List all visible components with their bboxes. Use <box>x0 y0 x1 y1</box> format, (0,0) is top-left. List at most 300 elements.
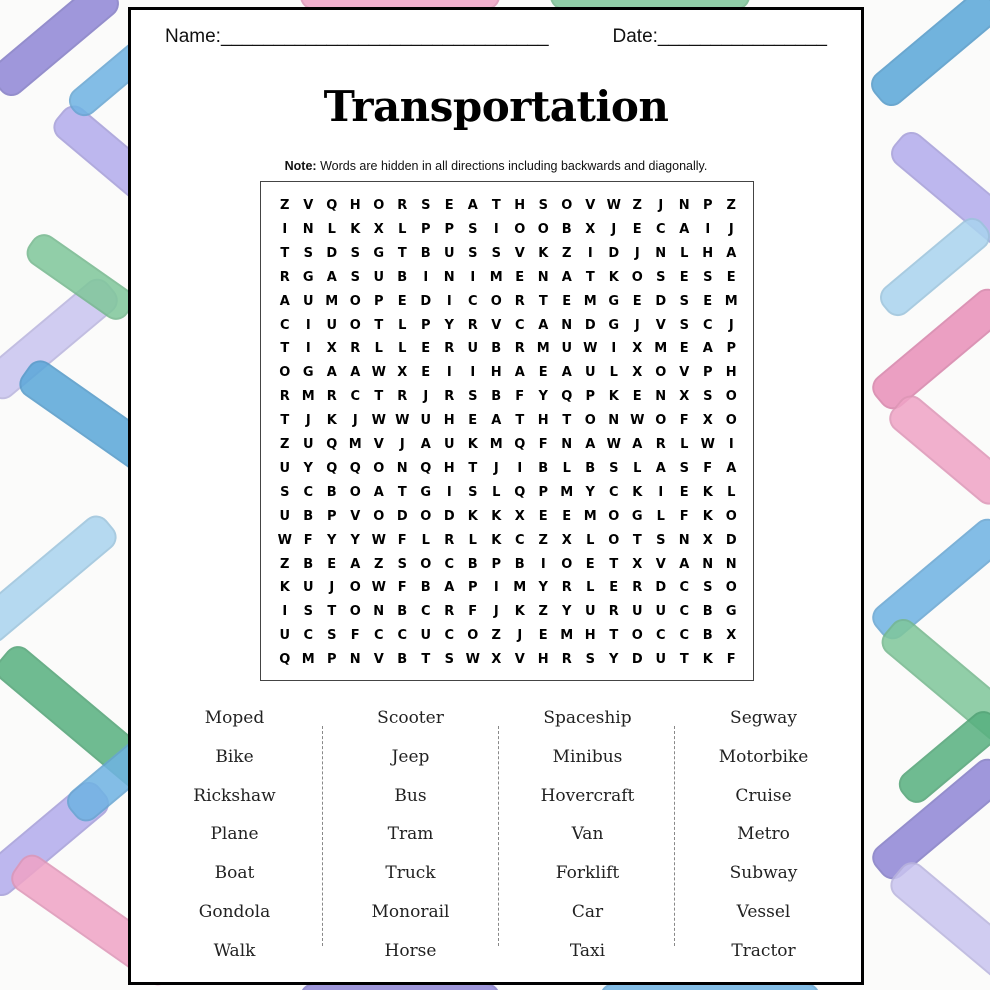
grid-letter[interactable]: Y <box>303 460 313 476</box>
grid-letter[interactable]: I <box>611 341 617 357</box>
grid-letter[interactable]: X <box>491 652 502 668</box>
grid-letter[interactable]: T <box>515 413 525 429</box>
grid-letter[interactable]: I <box>470 365 476 381</box>
grid-letter[interactable]: U <box>302 293 314 309</box>
grid-letter[interactable]: E <box>327 556 337 572</box>
grid-letter[interactable]: O <box>279 365 291 381</box>
grid-letter[interactable]: O <box>349 317 361 333</box>
grid-letter[interactable]: H <box>584 628 596 644</box>
grid-letter[interactable]: U <box>373 269 385 285</box>
grid-letter[interactable]: T <box>280 413 290 429</box>
grid-letter[interactable]: M <box>301 389 315 405</box>
grid-letter[interactable]: E <box>538 365 548 381</box>
grid-letter[interactable]: I <box>517 460 523 476</box>
grid-letter[interactable]: U <box>302 580 314 596</box>
grid-letter[interactable]: W <box>371 413 386 429</box>
grid-letter[interactable]: A <box>561 365 572 381</box>
grid-letter[interactable]: R <box>655 437 666 452</box>
grid-letter[interactable]: Q <box>279 652 291 668</box>
grid-letter[interactable]: F <box>703 460 713 476</box>
grid-letter[interactable]: A <box>585 437 596 452</box>
grid-letter[interactable]: T <box>421 652 431 668</box>
grid-letter[interactable]: S <box>585 652 595 668</box>
grid-letter[interactable]: C <box>397 628 408 644</box>
grid-letter[interactable]: K <box>350 221 361 237</box>
grid-letter[interactable]: U <box>584 604 596 620</box>
grid-letter[interactable]: T <box>585 269 595 285</box>
grid-letter[interactable]: F <box>397 580 407 596</box>
grid-letter[interactable]: Z <box>280 437 290 452</box>
grid-letter[interactable]: E <box>468 413 478 429</box>
grid-letter[interactable]: A <box>679 221 690 237</box>
grid-letter[interactable]: S <box>280 484 290 500</box>
grid-letter[interactable]: S <box>703 389 713 405</box>
grid-letter[interactable]: B <box>538 460 549 476</box>
grid-letter[interactable]: D <box>326 245 338 261</box>
grid-letter[interactable]: G <box>373 245 385 261</box>
grid-letter[interactable]: I <box>540 556 546 572</box>
grid-letter[interactable]: N <box>655 245 667 261</box>
grid-letter[interactable]: F <box>397 532 407 548</box>
grid-letter[interactable]: P <box>326 508 337 524</box>
grid-letter[interactable]: Y <box>350 532 360 548</box>
grid-letter[interactable]: U <box>279 628 291 644</box>
grid-letter[interactable]: T <box>397 245 407 261</box>
grid-letter[interactable]: A <box>326 365 337 381</box>
grid-letter[interactable]: U <box>420 628 432 644</box>
grid-letter[interactable]: O <box>349 293 361 309</box>
grid-letter[interactable]: N <box>537 269 549 285</box>
grid-letter[interactable]: G <box>302 365 314 381</box>
grid-letter[interactable]: A <box>444 580 455 596</box>
grid-letter[interactable]: Z <box>538 532 548 548</box>
grid-letter[interactable]: T <box>491 198 501 213</box>
grid-letter[interactable]: J <box>611 221 617 237</box>
grid-letter[interactable]: C <box>514 317 525 333</box>
grid-letter[interactable]: F <box>726 652 736 668</box>
grid-letter[interactable]: Q <box>514 437 526 452</box>
grid-letter[interactable]: D <box>631 652 643 668</box>
grid-letter[interactable]: A <box>467 198 478 213</box>
grid-letter[interactable]: B <box>467 556 478 572</box>
grid-letter[interactable]: N <box>443 269 455 285</box>
grid-letter[interactable]: M <box>560 628 574 644</box>
grid-letter[interactable]: A <box>350 556 361 572</box>
grid-letter[interactable]: L <box>633 460 642 476</box>
grid-letter[interactable]: C <box>279 317 290 333</box>
grid-letter[interactable]: P <box>467 580 478 596</box>
grid-letter[interactable]: K <box>608 269 619 285</box>
grid-letter[interactable]: J <box>517 628 523 644</box>
grid-letter[interactable]: O <box>725 413 737 429</box>
grid-letter[interactable]: X <box>679 389 690 405</box>
grid-letter[interactable]: O <box>349 580 361 596</box>
grid-letter[interactable]: S <box>444 652 454 668</box>
grid-letter[interactable]: K <box>326 413 337 429</box>
grid-letter[interactable]: F <box>515 389 525 405</box>
grid-letter[interactable]: Y <box>609 652 619 668</box>
grid-letter[interactable]: A <box>491 413 502 429</box>
grid-letter[interactable]: L <box>468 532 477 548</box>
grid-letter[interactable]: T <box>468 460 478 476</box>
grid-letter[interactable]: S <box>421 198 431 213</box>
grid-letter[interactable]: Q <box>326 460 338 476</box>
grid-letter[interactable]: Q <box>514 484 526 500</box>
grid-letter[interactable]: R <box>632 580 643 596</box>
grid-letter[interactable]: S <box>350 245 360 261</box>
grid-letter[interactable]: K <box>467 508 478 524</box>
grid-letter[interactable]: A <box>726 460 737 476</box>
grid-letter[interactable]: I <box>470 269 476 285</box>
grid-letter[interactable]: W <box>630 413 645 429</box>
grid-letter[interactable]: Y <box>562 604 572 620</box>
grid-letter[interactable]: Z <box>632 198 642 213</box>
grid-letter[interactable]: X <box>326 341 337 357</box>
grid-letter[interactable]: T <box>280 341 290 357</box>
date-field[interactable]: Date:________________ <box>612 26 827 47</box>
grid-letter[interactable]: W <box>465 652 480 668</box>
grid-letter[interactable]: C <box>514 532 525 548</box>
grid-letter[interactable]: G <box>608 293 620 309</box>
grid-letter[interactable]: C <box>679 604 690 620</box>
grid-letter[interactable]: V <box>514 652 525 668</box>
grid-letter[interactable]: E <box>679 269 689 285</box>
grid-letter[interactable]: O <box>584 413 596 429</box>
grid-letter[interactable]: Z <box>562 245 572 261</box>
grid-letter[interactable]: D <box>655 293 667 309</box>
grid-letter[interactable]: O <box>349 484 361 500</box>
grid-letter[interactable]: N <box>396 460 408 476</box>
grid-letter[interactable]: E <box>562 293 572 309</box>
grid-letter[interactable]: J <box>399 437 405 452</box>
grid-letter[interactable]: H <box>725 365 737 381</box>
grid-letter[interactable]: T <box>632 532 642 548</box>
grid-letter[interactable]: A <box>350 365 361 381</box>
grid-letter[interactable]: O <box>725 389 737 405</box>
grid-letter[interactable]: Q <box>349 460 361 476</box>
grid-letter[interactable]: N <box>608 413 620 429</box>
grid-letter[interactable]: S <box>397 556 407 572</box>
grid-letter[interactable]: A <box>326 269 337 285</box>
grid-letter[interactable]: O <box>561 556 573 572</box>
grid-letter[interactable]: K <box>514 604 525 620</box>
grid-letter[interactable]: L <box>680 437 689 452</box>
grid-letter[interactable]: H <box>443 460 455 476</box>
grid-letter[interactable]: S <box>538 198 548 213</box>
grid-letter[interactable]: R <box>444 389 455 405</box>
grid-letter[interactable]: P <box>420 221 431 237</box>
grid-letter[interactable]: B <box>420 245 431 261</box>
grid-letter[interactable]: C <box>467 293 478 309</box>
grid-letter[interactable]: M <box>583 293 597 309</box>
grid-letter[interactable]: K <box>279 580 290 596</box>
grid-letter[interactable]: L <box>586 580 595 596</box>
grid-letter[interactable]: R <box>397 389 408 405</box>
grid-letter[interactable]: S <box>679 293 689 309</box>
grid-letter[interactable]: T <box>609 628 619 644</box>
grid-letter[interactable]: H <box>702 245 714 261</box>
grid-letter[interactable]: I <box>587 245 593 261</box>
grid-letter[interactable]: O <box>725 508 737 524</box>
grid-letter[interactable]: V <box>679 365 690 381</box>
grid-letter[interactable]: I <box>305 341 311 357</box>
grid-letter[interactable]: Y <box>327 532 337 548</box>
grid-letter[interactable]: Y <box>585 484 595 500</box>
grid-letter[interactable]: L <box>398 341 407 357</box>
grid-letter[interactable]: J <box>305 413 311 429</box>
grid-letter[interactable]: B <box>397 604 408 620</box>
grid-letter[interactable]: E <box>679 341 689 357</box>
grid-letter[interactable]: L <box>421 532 430 548</box>
grid-letter[interactable]: O <box>349 604 361 620</box>
grid-letter[interactable]: H <box>443 413 455 429</box>
grid-letter[interactable]: Z <box>538 604 548 620</box>
grid-letter[interactable]: U <box>655 652 667 668</box>
grid-letter[interactable]: A <box>702 341 713 357</box>
grid-letter[interactable]: R <box>444 341 455 357</box>
grid-letter[interactable]: B <box>303 508 314 524</box>
grid-letter[interactable]: Q <box>561 389 573 405</box>
grid-letter[interactable]: X <box>632 556 643 572</box>
grid-letter[interactable]: P <box>326 652 337 668</box>
grid-letter[interactable]: D <box>725 532 737 548</box>
grid-letter[interactable]: G <box>420 484 432 500</box>
grid-letter[interactable]: K <box>608 389 619 405</box>
grid-letter[interactable]: E <box>632 389 642 405</box>
grid-letter[interactable]: P <box>420 317 431 333</box>
grid-letter[interactable]: O <box>631 628 643 644</box>
grid-letter[interactable]: M <box>536 341 550 357</box>
grid-letter[interactable]: P <box>585 389 596 405</box>
grid-letter[interactable]: U <box>584 365 596 381</box>
grid-letter[interactable]: L <box>327 221 336 237</box>
grid-letter[interactable]: L <box>374 341 383 357</box>
grid-letter[interactable]: D <box>420 293 432 309</box>
grid-letter[interactable]: R <box>514 293 525 309</box>
grid-letter[interactable]: U <box>655 604 667 620</box>
grid-letter[interactable]: C <box>679 580 690 596</box>
grid-letter[interactable]: C <box>303 484 314 500</box>
grid-letter[interactable]: C <box>420 604 431 620</box>
grid-letter[interactable]: L <box>727 484 736 500</box>
grid-letter[interactable]: P <box>538 484 549 500</box>
grid-letter[interactable]: X <box>632 341 643 357</box>
grid-letter[interactable]: G <box>725 604 737 620</box>
grid-letter[interactable]: X <box>585 221 596 237</box>
grid-letter[interactable]: A <box>373 484 384 500</box>
grid-letter[interactable]: E <box>585 556 595 572</box>
grid-letter[interactable]: N <box>702 556 714 572</box>
grid-letter[interactable]: X <box>702 413 713 429</box>
grid-letter[interactable]: M <box>489 269 503 285</box>
grid-letter[interactable]: M <box>724 293 738 309</box>
grid-letter[interactable]: E <box>538 628 548 644</box>
grid-letter[interactable]: B <box>514 556 525 572</box>
grid-letter[interactable]: T <box>327 604 337 620</box>
grid-letter[interactable]: J <box>658 198 664 213</box>
grid-letter[interactable]: A <box>655 460 666 476</box>
grid-letter[interactable]: I <box>446 365 452 381</box>
grid-letter[interactable]: F <box>679 413 689 429</box>
grid-letter[interactable]: O <box>490 293 502 309</box>
grid-letter[interactable]: I <box>728 437 734 452</box>
grid-letter[interactable]: E <box>562 508 572 524</box>
name-field[interactable]: Name:_______________________________ <box>165 26 549 47</box>
grid-letter[interactable]: U <box>443 437 455 452</box>
grid-letter[interactable]: K <box>702 508 713 524</box>
grid-letter[interactable]: W <box>371 580 386 596</box>
grid-letter[interactable]: Y <box>444 317 454 333</box>
grid-letter[interactable]: E <box>538 508 548 524</box>
grid-letter[interactable]: F <box>679 508 689 524</box>
grid-letter[interactable]: N <box>349 652 361 668</box>
grid-letter[interactable]: A <box>679 556 690 572</box>
grid-letter[interactable]: W <box>277 532 292 548</box>
grid-letter[interactable]: I <box>282 604 288 620</box>
grid-letter[interactable]: L <box>562 460 571 476</box>
grid-letter[interactable]: T <box>538 293 548 309</box>
grid-letter[interactable]: W <box>606 198 621 213</box>
grid-letter[interactable]: O <box>631 269 643 285</box>
grid-letter[interactable]: R <box>350 341 361 357</box>
grid-letter[interactable]: I <box>705 221 711 237</box>
grid-letter[interactable]: V <box>655 317 666 333</box>
grid-letter[interactable]: Z <box>374 556 384 572</box>
grid-letter[interactable]: D <box>608 245 620 261</box>
grid-letter[interactable]: S <box>468 389 478 405</box>
grid-letter[interactable]: G <box>608 317 620 333</box>
grid-letter[interactable]: I <box>493 580 499 596</box>
grid-letter[interactable]: O <box>373 198 385 213</box>
grid-letter[interactable]: W <box>395 413 410 429</box>
grid-letter[interactable]: O <box>725 580 737 596</box>
grid-letter[interactable]: H <box>490 365 502 381</box>
grid-letter[interactable]: L <box>398 221 407 237</box>
grid-letter[interactable]: B <box>397 269 408 285</box>
grid-letter[interactable]: U <box>631 604 643 620</box>
grid-letter[interactable]: R <box>444 604 455 620</box>
grid-letter[interactable]: J <box>634 317 640 333</box>
grid-letter[interactable]: V <box>373 437 384 452</box>
grid-letter[interactable]: O <box>608 508 620 524</box>
grid-letter[interactable]: F <box>468 604 478 620</box>
grid-letter[interactable]: C <box>655 221 666 237</box>
grid-letter[interactable]: T <box>397 484 407 500</box>
grid-letter[interactable]: E <box>609 580 619 596</box>
grid-letter[interactable]: Y <box>538 580 548 596</box>
grid-letter[interactable]: Q <box>326 437 338 452</box>
grid-letter[interactable]: N <box>302 221 314 237</box>
grid-letter[interactable]: J <box>728 317 734 333</box>
grid-letter[interactable]: P <box>491 556 502 572</box>
grid-letter[interactable]: K <box>702 484 713 500</box>
grid-letter[interactable]: N <box>655 389 667 405</box>
grid-letter[interactable]: N <box>678 532 690 548</box>
grid-letter[interactable]: W <box>583 341 598 357</box>
grid-letter[interactable]: B <box>303 556 314 572</box>
grid-letter[interactable]: A <box>632 437 643 452</box>
grid-letter[interactable]: R <box>467 317 478 333</box>
grid-letter[interactable]: N <box>373 604 385 620</box>
grid-letter[interactable]: E <box>679 484 689 500</box>
grid-letter[interactable]: U <box>279 460 291 476</box>
grid-letter[interactable]: W <box>700 437 715 452</box>
grid-letter[interactable]: L <box>586 532 595 548</box>
grid-letter[interactable]: Z <box>280 198 290 213</box>
grid-letter[interactable]: S <box>679 460 689 476</box>
grid-letter[interactable]: O <box>514 221 526 237</box>
grid-letter[interactable]: C <box>373 628 384 644</box>
grid-letter[interactable]: R <box>514 341 525 357</box>
grid-letter[interactable]: T <box>679 652 689 668</box>
grid-letter[interactable]: S <box>468 221 478 237</box>
grid-letter[interactable]: P <box>702 365 713 381</box>
grid-letter[interactable]: S <box>327 628 337 644</box>
grid-letter[interactable]: E <box>444 198 454 213</box>
grid-letter[interactable]: V <box>491 317 502 333</box>
grid-letter[interactable]: K <box>467 437 478 452</box>
grid-letter[interactable]: J <box>728 221 734 237</box>
grid-letter[interactable]: W <box>606 437 621 452</box>
grid-letter[interactable]: V <box>655 556 666 572</box>
grid-letter[interactable]: E <box>726 269 736 285</box>
grid-letter[interactable]: O <box>420 508 432 524</box>
grid-letter[interactable]: S <box>468 245 478 261</box>
grid-letter[interactable]: P <box>726 341 737 357</box>
grid-letter[interactable]: O <box>655 365 667 381</box>
grid-letter[interactable]: I <box>658 484 664 500</box>
grid-letter[interactable]: M <box>325 293 339 309</box>
grid-letter[interactable]: I <box>446 293 452 309</box>
grid-letter[interactable]: S <box>703 580 713 596</box>
grid-letter[interactable]: U <box>561 341 573 357</box>
grid-letter[interactable]: W <box>371 532 386 548</box>
grid-letter[interactable]: S <box>468 484 478 500</box>
grid-letter[interactable]: X <box>632 365 643 381</box>
grid-letter[interactable]: L <box>656 508 665 524</box>
grid-letter[interactable]: X <box>373 221 384 237</box>
grid-letter[interactable]: F <box>303 532 313 548</box>
grid-letter[interactable]: R <box>397 198 408 213</box>
grid-letter[interactable]: O <box>561 198 573 213</box>
grid-letter[interactable]: A <box>561 269 572 285</box>
grid-letter[interactable]: Z <box>280 556 290 572</box>
grid-letter[interactable]: J <box>634 245 640 261</box>
grid-letter[interactable]: R <box>444 532 455 548</box>
grid-letter[interactable]: J <box>423 389 429 405</box>
grid-letter[interactable]: V <box>350 508 361 524</box>
grid-letter[interactable]: S <box>303 245 313 261</box>
grid-letter[interactable]: O <box>467 628 479 644</box>
grid-letter[interactable]: J <box>493 604 499 620</box>
grid-letter[interactable]: M <box>301 652 315 668</box>
grid-letter[interactable]: M <box>489 437 503 452</box>
grid-letter[interactable]: J <box>352 413 358 429</box>
grid-letter[interactable]: L <box>680 245 689 261</box>
grid-letter[interactable]: X <box>514 508 525 524</box>
grid-letter[interactable]: I <box>282 221 288 237</box>
grid-letter[interactable]: Y <box>538 389 548 405</box>
grid-letter[interactable]: S <box>679 317 689 333</box>
grid-letter[interactable]: V <box>514 245 525 261</box>
grid-letter[interactable]: V <box>303 198 314 213</box>
grid-letter[interactable]: G <box>631 508 643 524</box>
grid-letter[interactable]: G <box>302 269 314 285</box>
grid-letter[interactable]: U <box>420 413 432 429</box>
grid-letter[interactable]: U <box>467 341 479 357</box>
grid-letter[interactable]: E <box>703 293 713 309</box>
grid-letter[interactable]: S <box>491 245 501 261</box>
